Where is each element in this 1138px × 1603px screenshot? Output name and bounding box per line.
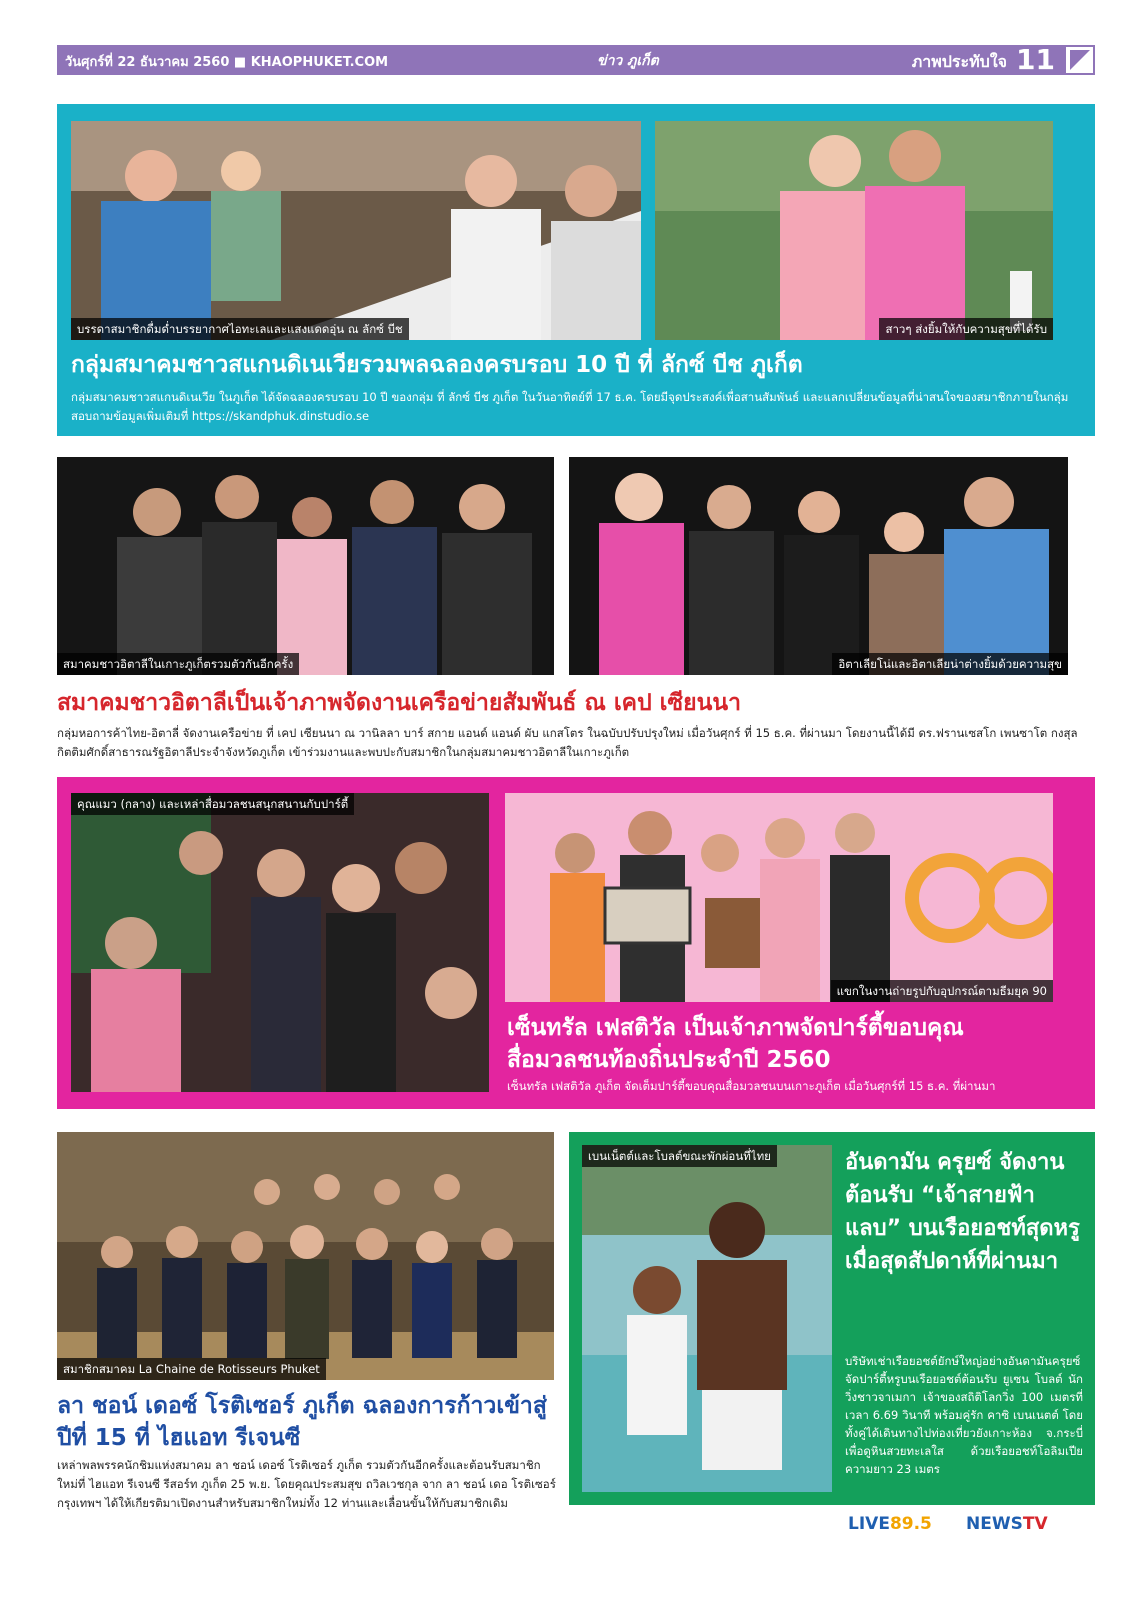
story-body: กลุ่มสมาคมชาวสแกนดิเนเวีย ในภูเก็ต ได้จัดฉลองครบรอบ 10 ปี ของกลุ่ม ที่ ลักซ์ บีช ภูเก็ต ในวันอาทิตย์ที่ 17 ธ.ค. โดยมีจุดประสงค์เพื่อสานสัมพันธ์ และแลกเปลี่ยนข้อมูลที่น่าสนใจของสมาชิกภายในกลุ่ม สอบถามข้อมูลเพิ่มเติมที่ https://skandphuk.dinstudio.se	[71, 390, 1069, 423]
live-radio-logo	[848, 1514, 932, 1534]
photo-image	[569, 457, 1068, 675]
photo-image	[71, 793, 489, 1092]
story-body: เซ็นทรัล เฟสติวัล ภูเก็ต จัดเต็มปาร์ตี้ขอบคุณสื่อมวลชนบนเกาะภูเก็ต เมื่อวันศุกร์ที่ 15 ธ.ค. ที่ผ่านมา	[507, 1079, 996, 1093]
photo-image	[57, 457, 554, 675]
page-header	[57, 45, 1095, 75]
scandinavian-ladies-photo	[655, 121, 1053, 340]
photo-caption: สมาคมชาวอิตาลีในเกาะภูเก็ตรวมตัวกันอีกครั้ง	[57, 653, 299, 675]
corner-mark-icon	[1064, 45, 1095, 75]
andaman-cruise-story	[569, 1132, 1095, 1505]
header-date-site: วันศุกร์ที่ 22 ธันวาคม 2560 ■ KHAOPHUKET.COM	[65, 55, 389, 70]
italian-story-body: กลุ่มหอการค้าไทย-อิตาลี่ จัดงานเครือข่าย ที่ เคป เซียนนา ณ วานิลลา บาร์ สกาย แอนด์ แอนด์ ผับ แกสโตร ในฉบับปรับปรุงใหม่ เมื่อวันศุกร์ ที่ 15 ธ.ค. ที่ผ่านมา โดยงานนี้ได้มี ดร.ฟรานเซสโก เพนซาโต กงสุลกิตติมศักดิ์สาธารณรัฐอิตาลีประจำจังหวัดภูเก็ต เข้าร่วมงานและพบปะกับสมาชิกในกลุ่มสมาคมชาวอิตาลีในเกาะภูเก็ต	[57, 726, 1078, 759]
live-logo-freq: 89.5	[889, 1514, 932, 1534]
photo-caption: สมาชิกสมาคม La Chaine de Rotisseurs Phuket	[57, 1358, 326, 1380]
story-title	[507, 1012, 964, 1076]
photo-caption: คุณแมว (กลาง) และเหล่าสื่อมวลชนสนุกสนานกับปาร์ตี้	[71, 793, 354, 815]
rotisseurs-group-photo	[57, 1132, 554, 1380]
news-logo-tv: TV	[1022, 1514, 1048, 1534]
photo-image	[655, 121, 1053, 340]
story-title-line1: เซ็นทรัล เฟสติวัล เป็นเจ้าภาพจัดปาร์ตี้ขอบคุณ	[507, 1015, 964, 1041]
photo-image	[582, 1145, 832, 1492]
story-body: บริษัทเช่าเรือยอชต์ยักษ์ใหญ่อย่างอันดามันครุยซ์จัดปาร์ตี้หรูบนเรือยอชต์ต้อนรับ ยูเซน โบลต์ นักวิ่งชาวจาเมกา เจ้าของสถิติโลกวิ่ง 100 เมตรที่เวลา 6.69 วินาที พร้อมคู่รัก คาซิ เบนเนตต์ โดยทั้งคู่ได้เดินทางไปท่องเที่ยวยังเกาะห้อง จ.กระบี่ เพื่อดูหินสวยทะเลใส ด้วยเรือยอชท์โอลิมเปีย ความยาว 23 เมตร	[845, 1354, 1083, 1476]
photo-caption: บรรดาสมาชิกดื่มด่ำบรรยากาศไอทะเลและแสงแดดอุ่น ณ ลักซ์ บีช	[71, 318, 409, 340]
news-tv-logo	[966, 1514, 1048, 1534]
header-section-title: ภาพประทับใจ	[911, 52, 1007, 71]
header-logo: ข่าว ภูเก็ต	[597, 53, 659, 69]
live-logo-text: LIVE	[848, 1514, 890, 1534]
page-number: 11	[1016, 43, 1055, 76]
italian-group-photo	[57, 457, 554, 675]
scandinavian-story	[57, 104, 1095, 436]
scandinavian-dining-photo	[71, 121, 641, 340]
photo-caption: เบนเน็ตต์และโบลต์ขณะพักผ่อนที่ไทย	[582, 1145, 777, 1167]
central-festival-story	[57, 777, 1095, 1109]
photo-image	[71, 121, 641, 340]
rotisseurs-story-body: เหล่าพลพรรคนักชิมแห่งสมาคม ลา ชอน์ เดอซ์ โรติเซอร์ ภูเก็ต รวมตัวกันอีกครั้งและต้อนรับสมาชิกใหม่ที่ ไฮแอท รีเจนซี รีสอร์ท ภูเก็ต 25 พ.ย. โดยคุณประสมสุข ถวิลเวชกุล จาก ลา ชอน์ เดอ โรติเซอร์ กรุงเทพฯ ได้ให้เกียรติมาเปิดงานสำหรับสมาชิกใหม่ทั้ง 12 ท่านและเลื่อนขั้นให้กับสมาชิกเดิม	[57, 1458, 556, 1510]
bolt-yacht-photo	[582, 1145, 832, 1492]
photo-caption: อิตาเลียโน่และอิตาเลียน่าต่างยิ้มด้วยความสุข	[832, 653, 1068, 675]
rotisseurs-story-title: ลา ชอน์ เดอซ์ โรติเซอร์ ภูเก็ต ฉลองการก้าวเข้าสู่ปีที่ 15 ที่ ไฮแอท รีเจนซี	[57, 1393, 547, 1451]
photo-caption: สาวๆ ส่งยิ้มให้กับความสุขที่ได้รับ	[879, 318, 1053, 340]
italian-guests-photo	[569, 457, 1068, 675]
photo-caption: แขกในงานถ่ายรูปกับอุปกรณ์ตามธีมยุค 90	[831, 980, 1053, 1002]
story-title-line2: สื่อมวลชนท้องถิ่นประจำปี 2560	[507, 1047, 831, 1073]
media-party-photo	[71, 793, 489, 1092]
italian-story-title: สมาคมชาวอิตาลีเป็นเจ้าภาพจัดงานเครือข่ายสัมพันธ์ ณ เคป เซียนนา	[57, 690, 741, 716]
photo-image	[505, 793, 1053, 1002]
news-logo-text: NEWS	[966, 1514, 1023, 1534]
retro-props-photo	[505, 793, 1053, 1002]
story-title: อันดามัน ครุยซ์ จัดงานต้อนรับ “เจ้าสายฟ้าแลบ” บนเรือยอชท์สุดหรูเมื่อสุดสัปดาห์ที่ผ่านมา	[845, 1150, 1080, 1274]
photo-image	[57, 1132, 554, 1380]
story-title: กลุ่มสมาคมชาวสแกนดิเนเวียรวมพลฉลองครบรอบ 10 ปี ที่ ลักซ์ บีช ภูเก็ต	[71, 352, 803, 378]
